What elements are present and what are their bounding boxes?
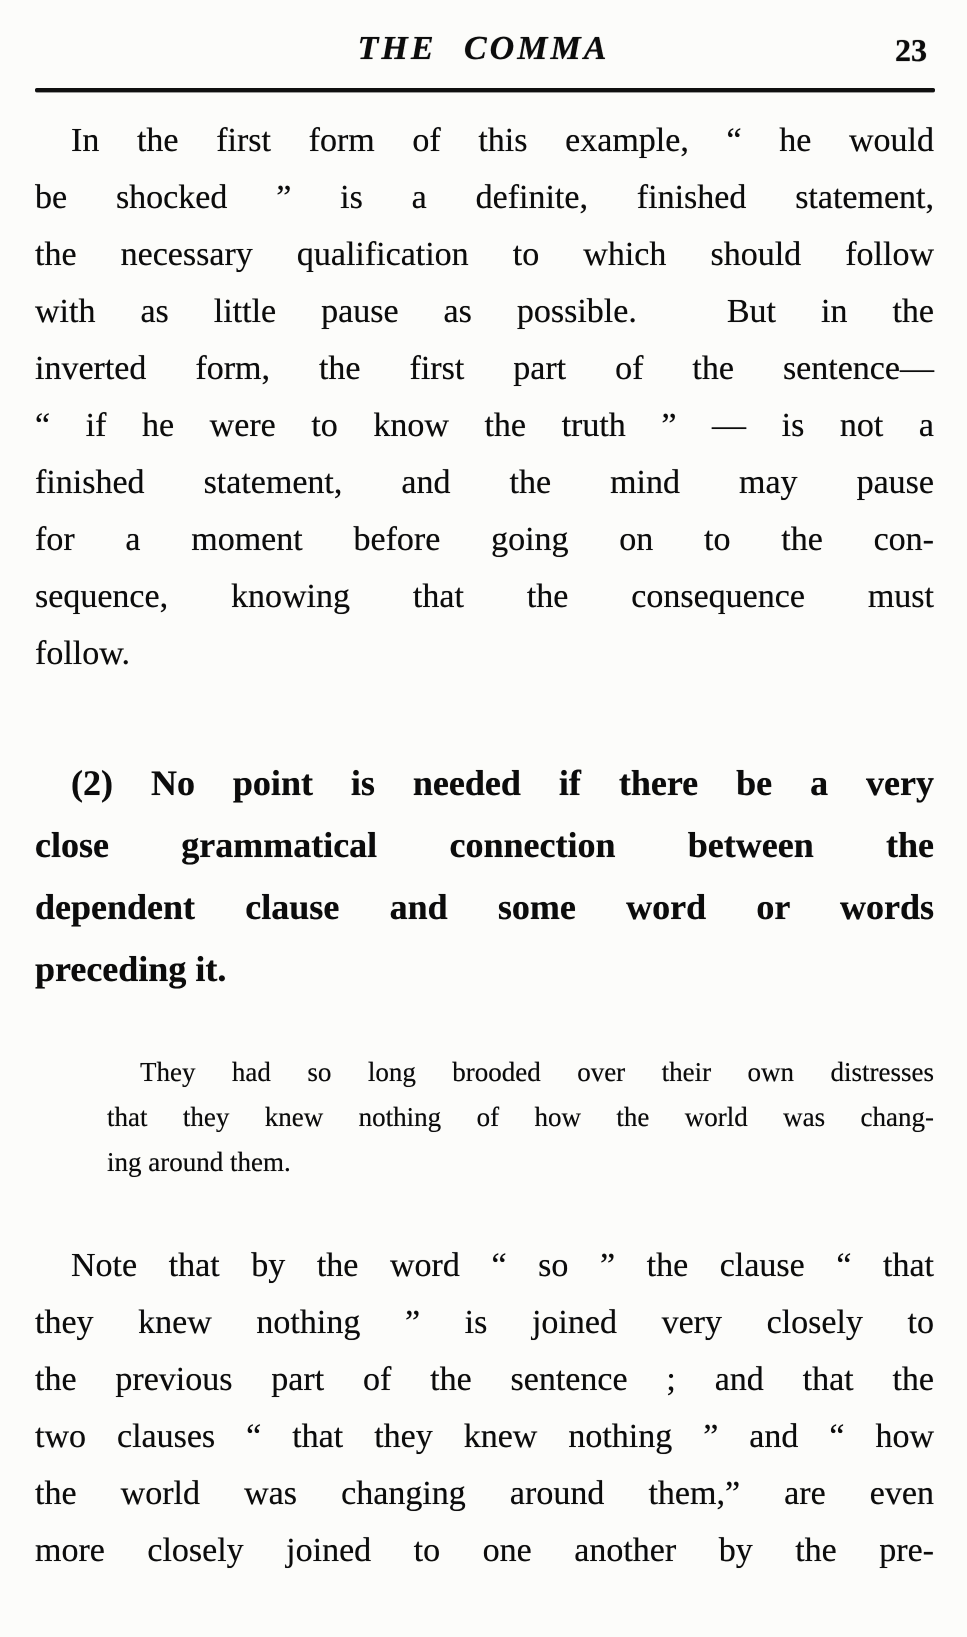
text-line: for a moment before going on to the con- <box>35 521 934 558</box>
text-line: the world was changing around them,” are even <box>35 1475 934 1512</box>
page-number: 23 <box>895 32 927 68</box>
text-line: ing around them. <box>107 1147 291 1177</box>
text-line: close grammatical connection between the <box>35 825 934 865</box>
text-line: They had so long brooded over their own distresses <box>140 1057 934 1087</box>
text-line: be shocked ” is a definite, finished statement, <box>35 179 934 216</box>
text-line: “ if he were to know the truth ” — is not a <box>35 407 934 444</box>
text-block <box>35 112 934 1579</box>
text-line: sequence, knowing that the consequence must <box>35 578 934 615</box>
text-line: finished statement, and the mind may pause <box>35 464 934 501</box>
running-head-title: THE COMMA <box>357 30 610 67</box>
header-rule <box>35 88 935 92</box>
text-line: Note that by the word “ so ” the clause “ that <box>71 1247 934 1284</box>
text-line: more closely joined to one another by the pre- <box>35 1532 934 1569</box>
paragraph-note <box>35 1237 934 1579</box>
text-line: they knew nothing ” is joined very closely to <box>35 1304 934 1341</box>
text-line: inverted form, the first part of the sentence— <box>35 350 934 387</box>
text-line: the necessary qualification to which should follow <box>35 236 934 273</box>
text-line: dependent clause and some word or words <box>35 887 934 927</box>
text-line: two clauses “ that they knew nothing ” and “ how <box>35 1418 934 1455</box>
example-quotation <box>107 1050 934 1185</box>
text-line: with as little pause as possible. But in the <box>35 293 934 330</box>
text-line: (2) No point is needed if there be a very <box>71 763 934 803</box>
paragraph-rule-2 <box>35 752 934 1000</box>
text-line: follow. <box>35 635 131 672</box>
paragraph-intro <box>35 112 934 682</box>
text-line: preceding it. <box>35 949 227 989</box>
text-line: that they knew nothing of how the world was chang- <box>107 1102 934 1132</box>
text-line: In the first form of this example, “ he would <box>71 122 934 159</box>
text-line: the previous part of the sentence ; and that the <box>35 1361 934 1398</box>
